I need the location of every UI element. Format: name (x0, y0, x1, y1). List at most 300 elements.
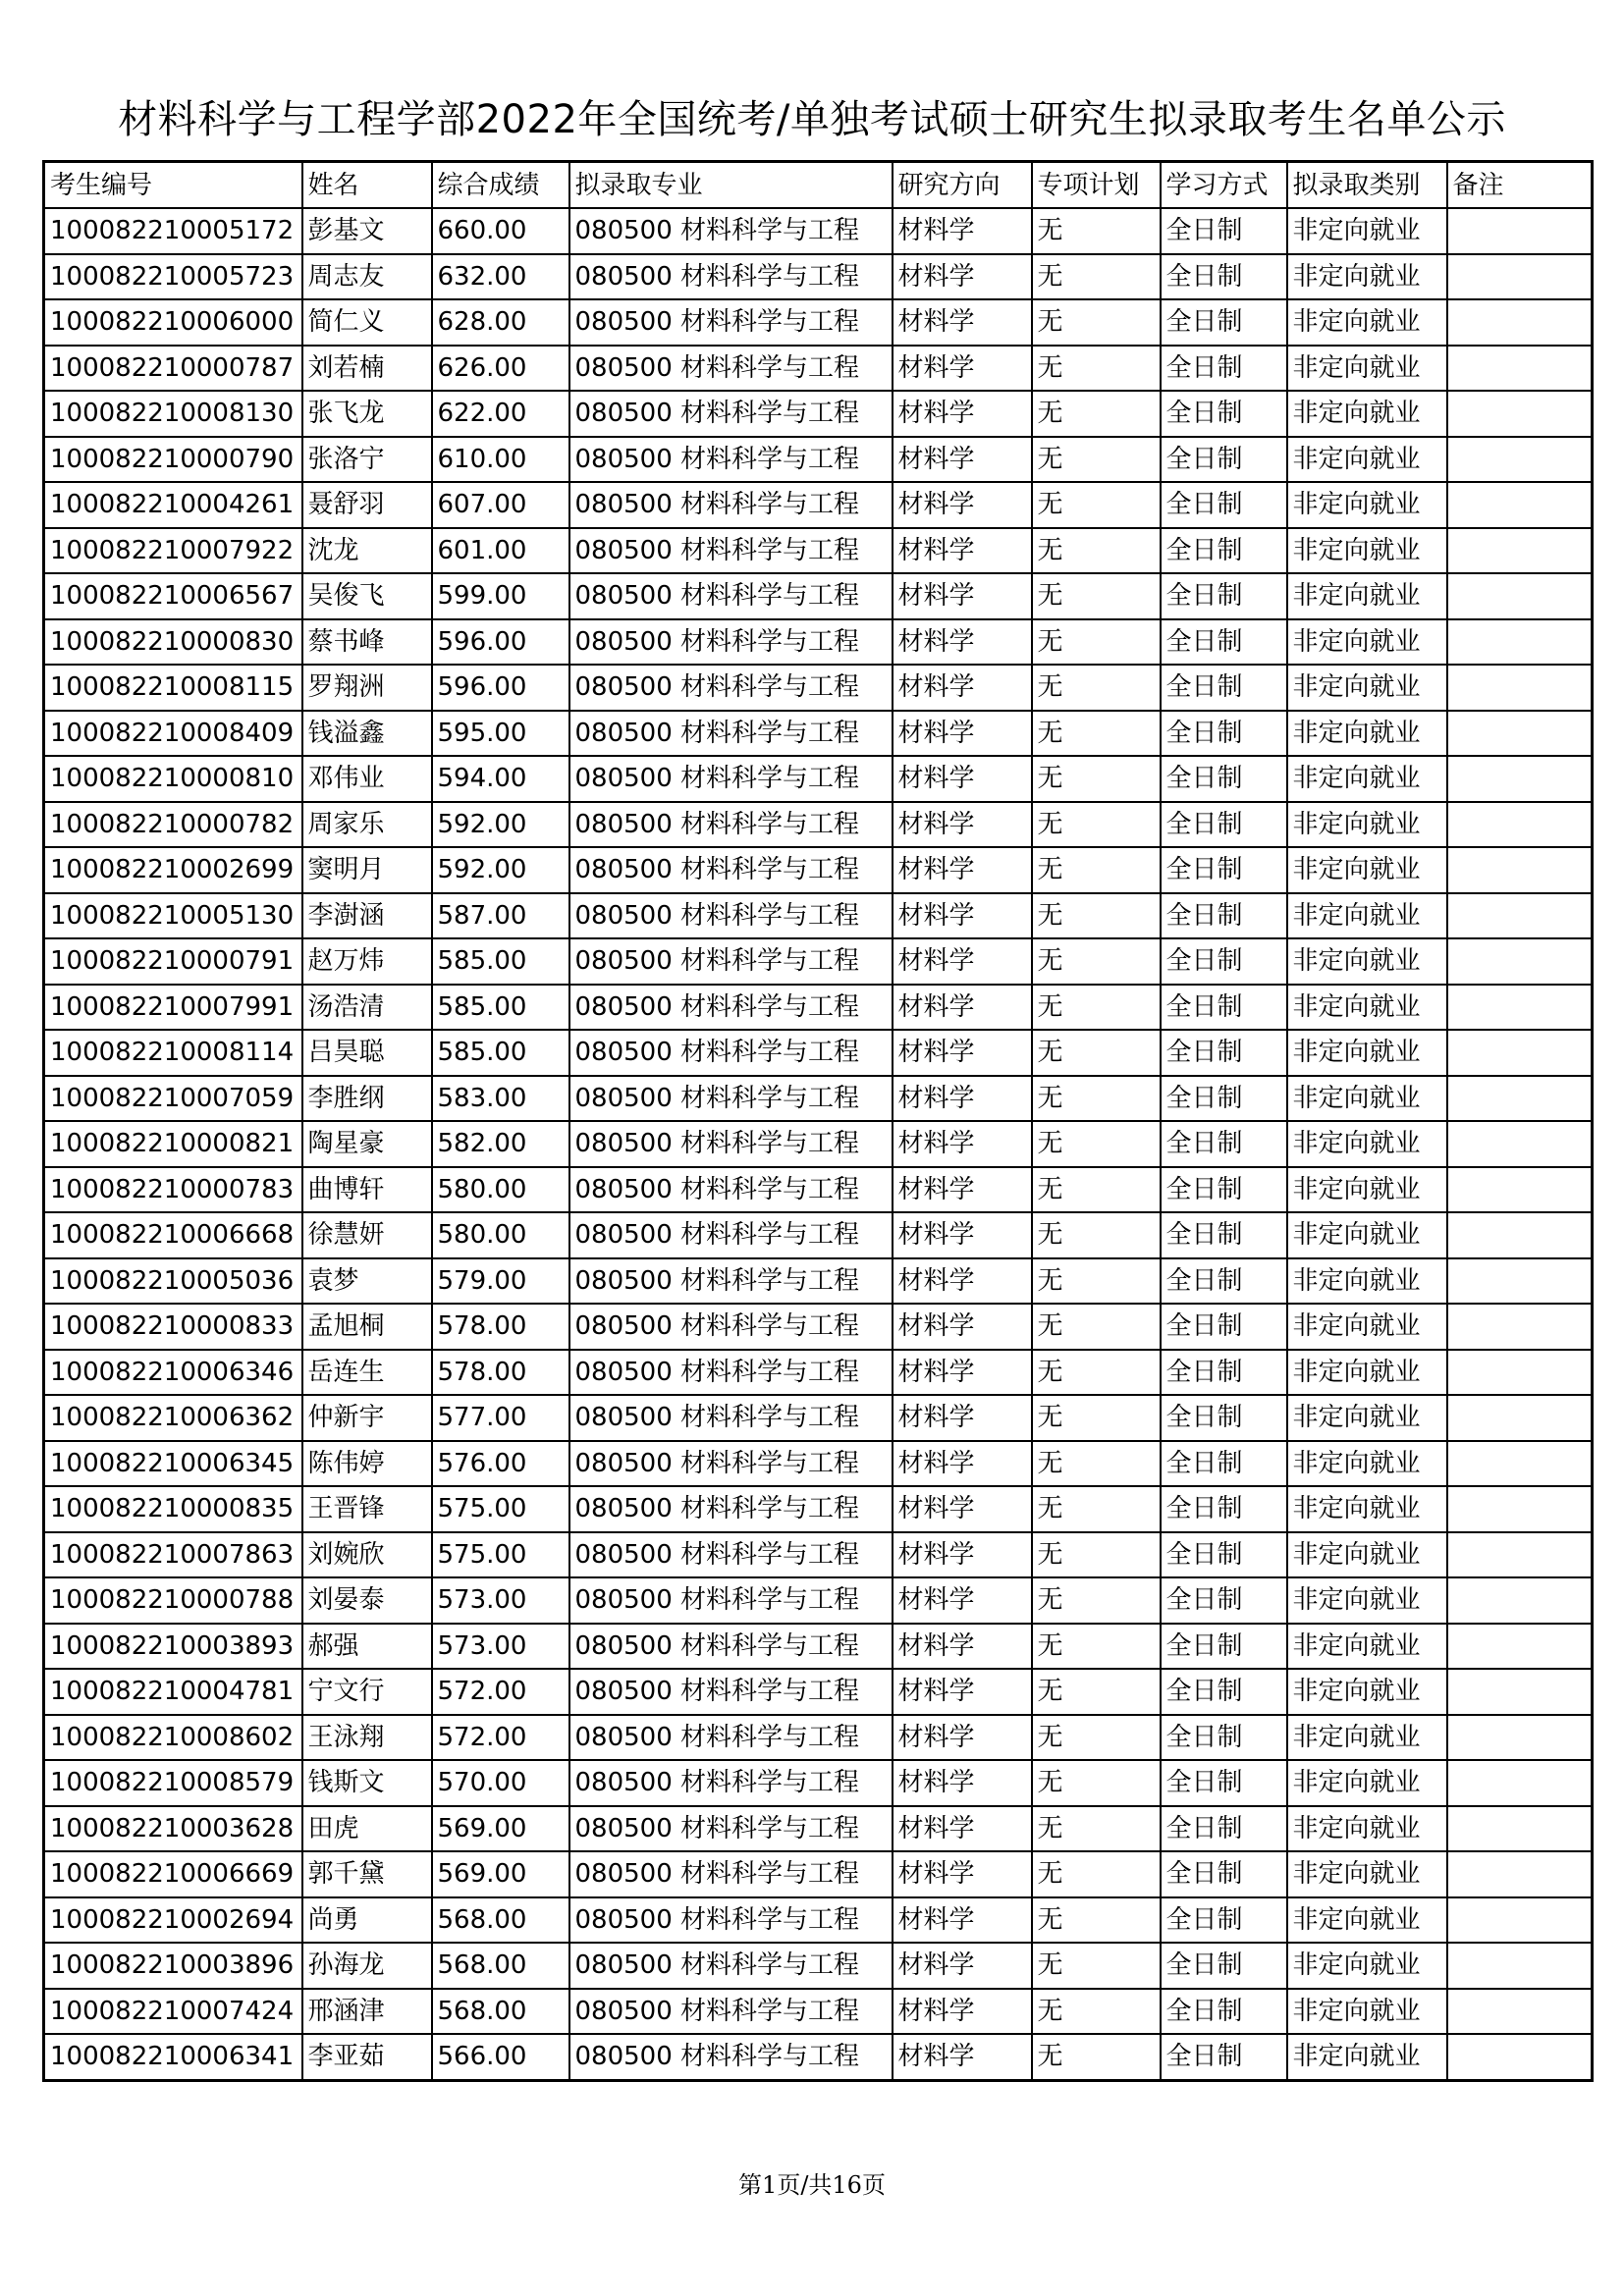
cell-total-score: 572.00 (432, 1715, 569, 1761)
cell-admission-category: 非定向就业 (1287, 938, 1447, 985)
cell-exam-id: 100082210000835 (44, 1486, 302, 1532)
cell-name: 王泳翔 (302, 1715, 432, 1761)
cell-special-plan: 无 (1032, 299, 1161, 346)
cell-research-direction: 材料学 (893, 1532, 1032, 1578)
cell-remarks (1447, 1624, 1593, 1670)
cell-total-score: 576.00 (432, 1441, 569, 1487)
cell-remarks (1447, 1486, 1593, 1532)
cell-total-score: 580.00 (432, 1212, 569, 1258)
cell-remarks (1447, 1532, 1593, 1578)
table-row (44, 1167, 1593, 1213)
cell-exam-id: 100082210007059 (44, 1076, 302, 1122)
cell-total-score: 573.00 (432, 1577, 569, 1624)
cell-major: 080500 材料科学与工程 (569, 1350, 893, 1396)
cell-research-direction: 材料学 (893, 1851, 1032, 1897)
cell-major: 080500 材料科学与工程 (569, 1304, 893, 1350)
cell-exam-id: 100082210000833 (44, 1304, 302, 1350)
cell-name: 窦明月 (302, 847, 432, 893)
cell-major: 080500 材料科学与工程 (569, 938, 893, 985)
cell-exam-id: 100082210008579 (44, 1760, 302, 1806)
header-study-mode: 学习方式 (1161, 162, 1287, 209)
cell-major: 080500 材料科学与工程 (569, 1851, 893, 1897)
cell-research-direction: 材料学 (893, 346, 1032, 392)
cell-name: 汤浩清 (302, 985, 432, 1031)
cell-exam-id: 100082210003893 (44, 1624, 302, 1670)
cell-total-score: 592.00 (432, 802, 569, 848)
cell-exam-id: 100082210008115 (44, 665, 302, 711)
table-header-row (44, 162, 1593, 209)
cell-remarks (1447, 711, 1593, 757)
table-row (44, 938, 1593, 985)
cell-total-score: 585.00 (432, 985, 569, 1031)
cell-special-plan: 无 (1032, 847, 1161, 893)
cell-name: 岳连生 (302, 1350, 432, 1396)
cell-remarks (1447, 1304, 1593, 1350)
cell-exam-id: 100082210000787 (44, 346, 302, 392)
cell-exam-id: 100082210000810 (44, 756, 302, 802)
cell-exam-id: 100082210000790 (44, 437, 302, 483)
table-row (44, 1897, 1593, 1944)
cell-study-mode: 全日制 (1161, 1897, 1287, 1944)
cell-name: 王晋锋 (302, 1486, 432, 1532)
cell-special-plan: 无 (1032, 1532, 1161, 1578)
table-row (44, 1121, 1593, 1167)
cell-study-mode: 全日制 (1161, 1350, 1287, 1396)
cell-remarks (1447, 756, 1593, 802)
cell-exam-id: 100082210002699 (44, 847, 302, 893)
cell-total-score: 596.00 (432, 619, 569, 666)
cell-special-plan: 无 (1032, 1669, 1161, 1715)
cell-special-plan: 无 (1032, 2034, 1161, 2080)
cell-total-score: 570.00 (432, 1760, 569, 1806)
cell-admission-category: 非定向就业 (1287, 1350, 1447, 1396)
cell-research-direction: 材料学 (893, 1806, 1032, 1852)
cell-remarks (1447, 847, 1593, 893)
cell-name: 聂舒羽 (302, 482, 432, 528)
cell-special-plan: 无 (1032, 254, 1161, 300)
cell-special-plan: 无 (1032, 619, 1161, 666)
cell-admission-category: 非定向就业 (1287, 1212, 1447, 1258)
cell-admission-category: 非定向就业 (1287, 1669, 1447, 1715)
cell-admission-category: 非定向就业 (1287, 1030, 1447, 1076)
cell-name: 刘婉欣 (302, 1532, 432, 1578)
cell-research-direction: 材料学 (893, 938, 1032, 985)
cell-admission-category: 非定向就业 (1287, 985, 1447, 1031)
cell-name: 沈龙 (302, 528, 432, 574)
cell-research-direction: 材料学 (893, 1212, 1032, 1258)
cell-name: 蔡书峰 (302, 619, 432, 666)
page-title: 材料科学与工程学部2022年全国统考/单独考试硕士研究生拟录取考生名单公示 (118, 97, 1506, 142)
cell-admission-category: 非定向就业 (1287, 2034, 1447, 2080)
cell-remarks (1447, 1897, 1593, 1944)
cell-remarks (1447, 1441, 1593, 1487)
cell-total-score: 568.00 (432, 1989, 569, 2035)
cell-special-plan: 无 (1032, 665, 1161, 711)
cell-name: 仲新宇 (302, 1395, 432, 1441)
cell-study-mode: 全日制 (1161, 1167, 1287, 1213)
cell-exam-id: 100082210002694 (44, 1897, 302, 1944)
table-row (44, 1304, 1593, 1350)
cell-total-score: 572.00 (432, 1669, 569, 1715)
cell-name: 张飞龙 (302, 391, 432, 437)
cell-remarks (1447, 254, 1593, 300)
cell-major: 080500 材料科学与工程 (569, 254, 893, 300)
cell-study-mode: 全日制 (1161, 1943, 1287, 1989)
cell-exam-id: 100082210005036 (44, 1258, 302, 1305)
cell-major: 080500 材料科学与工程 (569, 1030, 893, 1076)
cell-admission-category: 非定向就业 (1287, 299, 1447, 346)
cell-major: 080500 材料科学与工程 (569, 1715, 893, 1761)
cell-special-plan: 无 (1032, 893, 1161, 939)
cell-study-mode: 全日制 (1161, 1030, 1287, 1076)
cell-remarks (1447, 208, 1593, 254)
cell-total-score: 626.00 (432, 346, 569, 392)
table-row (44, 254, 1593, 300)
admission-table (42, 160, 1594, 2082)
cell-exam-id: 100082210000788 (44, 1577, 302, 1624)
table-row (44, 1258, 1593, 1305)
cell-major: 080500 材料科学与工程 (569, 1121, 893, 1167)
cell-admission-category: 非定向就业 (1287, 1715, 1447, 1761)
cell-admission-category: 非定向就业 (1287, 391, 1447, 437)
cell-special-plan: 无 (1032, 1258, 1161, 1305)
cell-remarks (1447, 619, 1593, 666)
cell-special-plan: 无 (1032, 1350, 1161, 1396)
cell-major: 080500 材料科学与工程 (569, 391, 893, 437)
cell-special-plan: 无 (1032, 1212, 1161, 1258)
cell-exam-id: 100082210007863 (44, 1532, 302, 1578)
table-row (44, 847, 1593, 893)
cell-special-plan: 无 (1032, 208, 1161, 254)
cell-study-mode: 全日制 (1161, 802, 1287, 848)
cell-research-direction: 材料学 (893, 1167, 1032, 1213)
cell-exam-id: 100082210008409 (44, 711, 302, 757)
cell-study-mode: 全日制 (1161, 346, 1287, 392)
table-row (44, 619, 1593, 666)
cell-exam-id: 100082210006345 (44, 1441, 302, 1487)
table-row (44, 665, 1593, 711)
cell-special-plan: 无 (1032, 1121, 1161, 1167)
cell-major: 080500 材料科学与工程 (569, 1577, 893, 1624)
cell-major: 080500 材料科学与工程 (569, 1806, 893, 1852)
cell-major: 080500 材料科学与工程 (569, 2034, 893, 2080)
cell-total-score: 569.00 (432, 1851, 569, 1897)
cell-remarks (1447, 528, 1593, 574)
cell-research-direction: 材料学 (893, 756, 1032, 802)
cell-total-score: 660.00 (432, 208, 569, 254)
cell-exam-id: 100082210007991 (44, 985, 302, 1031)
admission-table-container (42, 160, 1591, 2082)
cell-study-mode: 全日制 (1161, 1669, 1287, 1715)
cell-special-plan: 无 (1032, 1030, 1161, 1076)
cell-admission-category: 非定向就业 (1287, 573, 1447, 619)
cell-exam-id: 100082210003896 (44, 1943, 302, 1989)
cell-remarks (1447, 802, 1593, 848)
cell-major: 080500 材料科学与工程 (569, 1669, 893, 1715)
table-row (44, 1395, 1593, 1441)
cell-special-plan: 无 (1032, 1760, 1161, 1806)
cell-admission-category: 非定向就业 (1287, 1441, 1447, 1487)
cell-research-direction: 材料学 (893, 985, 1032, 1031)
cell-admission-category: 非定向就业 (1287, 1121, 1447, 1167)
header-research-direction: 研究方向 (893, 162, 1032, 209)
cell-name: 尚勇 (302, 1897, 432, 1944)
cell-remarks (1447, 1350, 1593, 1396)
cell-special-plan: 无 (1032, 938, 1161, 985)
cell-research-direction: 材料学 (893, 528, 1032, 574)
cell-special-plan: 无 (1032, 573, 1161, 619)
cell-study-mode: 全日制 (1161, 1989, 1287, 2035)
cell-total-score: 580.00 (432, 1167, 569, 1213)
cell-research-direction: 材料学 (893, 482, 1032, 528)
cell-major: 080500 材料科学与工程 (569, 1897, 893, 1944)
cell-admission-category: 非定向就业 (1287, 1167, 1447, 1213)
cell-admission-category: 非定向就业 (1287, 711, 1447, 757)
cell-remarks (1447, 482, 1593, 528)
cell-name: 袁梦 (302, 1258, 432, 1305)
cell-major: 080500 材料科学与工程 (569, 1212, 893, 1258)
cell-total-score: 622.00 (432, 391, 569, 437)
cell-remarks (1447, 1121, 1593, 1167)
cell-major: 080500 材料科学与工程 (569, 1943, 893, 1989)
cell-study-mode: 全日制 (1161, 1715, 1287, 1761)
cell-admission-category: 非定向就业 (1287, 1395, 1447, 1441)
table-row (44, 1851, 1593, 1897)
cell-research-direction: 材料学 (893, 1441, 1032, 1487)
cell-special-plan: 无 (1032, 1395, 1161, 1441)
cell-special-plan: 无 (1032, 1624, 1161, 1670)
cell-exam-id: 100082210008130 (44, 391, 302, 437)
cell-admission-category: 非定向就业 (1287, 756, 1447, 802)
cell-name: 罗翔洲 (302, 665, 432, 711)
cell-study-mode: 全日制 (1161, 528, 1287, 574)
header-major: 拟录取专业 (569, 162, 893, 209)
table-row (44, 2034, 1593, 2080)
cell-special-plan: 无 (1032, 391, 1161, 437)
cell-total-score: 573.00 (432, 1624, 569, 1670)
cell-total-score: 607.00 (432, 482, 569, 528)
cell-exam-id: 100082210006669 (44, 1851, 302, 1897)
header-name: 姓名 (302, 162, 432, 209)
cell-exam-id: 100082210005130 (44, 893, 302, 939)
cell-major: 080500 材料科学与工程 (569, 1076, 893, 1122)
cell-remarks (1447, 665, 1593, 711)
cell-remarks (1447, 346, 1593, 392)
cell-remarks (1447, 938, 1593, 985)
cell-name: 张洛宁 (302, 437, 432, 483)
cell-remarks (1447, 1943, 1593, 1989)
cell-remarks (1447, 1577, 1593, 1624)
cell-admission-category: 非定向就业 (1287, 482, 1447, 528)
cell-name: 李澍涵 (302, 893, 432, 939)
cell-exam-id: 100082210003628 (44, 1806, 302, 1852)
cell-total-score: 579.00 (432, 1258, 569, 1305)
cell-research-direction: 材料学 (893, 1076, 1032, 1122)
cell-research-direction: 材料学 (893, 299, 1032, 346)
cell-name: 吴俊飞 (302, 573, 432, 619)
cell-exam-id: 100082210006000 (44, 299, 302, 346)
cell-exam-id: 100082210004261 (44, 482, 302, 528)
header-exam-id: 考生编号 (44, 162, 302, 209)
cell-total-score: 599.00 (432, 573, 569, 619)
cell-study-mode: 全日制 (1161, 573, 1287, 619)
cell-name: 李胜纲 (302, 1076, 432, 1122)
cell-total-score: 601.00 (432, 528, 569, 574)
cell-total-score: 595.00 (432, 711, 569, 757)
cell-exam-id: 100082210000782 (44, 802, 302, 848)
cell-admission-category: 非定向就业 (1287, 254, 1447, 300)
cell-total-score: 585.00 (432, 938, 569, 985)
cell-total-score: 632.00 (432, 254, 569, 300)
cell-admission-category: 非定向就业 (1287, 893, 1447, 939)
cell-research-direction: 材料学 (893, 1943, 1032, 1989)
cell-total-score: 610.00 (432, 437, 569, 483)
cell-remarks (1447, 299, 1593, 346)
cell-remarks (1447, 1760, 1593, 1806)
cell-special-plan: 无 (1032, 802, 1161, 848)
table-row (44, 1532, 1593, 1578)
cell-study-mode: 全日制 (1161, 985, 1287, 1031)
cell-admission-category: 非定向就业 (1287, 1532, 1447, 1578)
cell-special-plan: 无 (1032, 756, 1161, 802)
cell-remarks (1447, 1212, 1593, 1258)
cell-research-direction: 材料学 (893, 573, 1032, 619)
page-footer: 第1页/共16页 (738, 2171, 886, 2199)
cell-study-mode: 全日制 (1161, 1760, 1287, 1806)
cell-admission-category: 非定向就业 (1287, 528, 1447, 574)
cell-special-plan: 无 (1032, 1304, 1161, 1350)
cell-name: 彭基文 (302, 208, 432, 254)
cell-research-direction: 材料学 (893, 1258, 1032, 1305)
cell-study-mode: 全日制 (1161, 299, 1287, 346)
header-special-plan: 专项计划 (1032, 162, 1161, 209)
cell-total-score: 575.00 (432, 1486, 569, 1532)
cell-admission-category: 非定向就业 (1287, 346, 1447, 392)
cell-study-mode: 全日制 (1161, 2034, 1287, 2080)
cell-exam-id: 100082210005723 (44, 254, 302, 300)
cell-name: 邓伟业 (302, 756, 432, 802)
cell-special-plan: 无 (1032, 1851, 1161, 1897)
table-row (44, 1441, 1593, 1487)
cell-remarks (1447, 1806, 1593, 1852)
table-row (44, 482, 1593, 528)
table-row (44, 1624, 1593, 1670)
cell-special-plan: 无 (1032, 1715, 1161, 1761)
cell-special-plan: 无 (1032, 346, 1161, 392)
cell-research-direction: 材料学 (893, 391, 1032, 437)
cell-research-direction: 材料学 (893, 665, 1032, 711)
cell-major: 080500 材料科学与工程 (569, 437, 893, 483)
cell-exam-id: 100082210000830 (44, 619, 302, 666)
cell-research-direction: 材料学 (893, 2034, 1032, 2080)
cell-major: 080500 材料科学与工程 (569, 1395, 893, 1441)
cell-major: 080500 材料科学与工程 (569, 1760, 893, 1806)
cell-study-mode: 全日制 (1161, 1441, 1287, 1487)
cell-special-plan: 无 (1032, 711, 1161, 757)
cell-remarks (1447, 1989, 1593, 2035)
cell-major: 080500 材料科学与工程 (569, 573, 893, 619)
cell-admission-category: 非定向就业 (1287, 1486, 1447, 1532)
cell-study-mode: 全日制 (1161, 1395, 1287, 1441)
cell-admission-category: 非定向就业 (1287, 1304, 1447, 1350)
cell-total-score: 628.00 (432, 299, 569, 346)
cell-name: 钱斯文 (302, 1760, 432, 1806)
table-body (44, 208, 1593, 2080)
cell-total-score: 568.00 (432, 1943, 569, 1989)
table-row (44, 1760, 1593, 1806)
cell-admission-category: 非定向就业 (1287, 802, 1447, 848)
table-row (44, 573, 1593, 619)
cell-name: 钱溢鑫 (302, 711, 432, 757)
table-row (44, 437, 1593, 483)
cell-study-mode: 全日制 (1161, 482, 1287, 528)
cell-study-mode: 全日制 (1161, 1577, 1287, 1624)
cell-study-mode: 全日制 (1161, 254, 1287, 300)
cell-major: 080500 材料科学与工程 (569, 985, 893, 1031)
cell-exam-id: 100082210007424 (44, 1989, 302, 2035)
cell-remarks (1447, 1395, 1593, 1441)
cell-total-score: 583.00 (432, 1076, 569, 1122)
cell-name: 孟旭桐 (302, 1304, 432, 1350)
cell-major: 080500 材料科学与工程 (569, 1532, 893, 1578)
table-row (44, 1989, 1593, 2035)
cell-admission-category: 非定向就业 (1287, 1258, 1447, 1305)
cell-exam-id: 100082210000821 (44, 1121, 302, 1167)
cell-major: 080500 材料科学与工程 (569, 665, 893, 711)
table-row (44, 528, 1593, 574)
cell-study-mode: 全日制 (1161, 1076, 1287, 1122)
cell-study-mode: 全日制 (1161, 711, 1287, 757)
cell-study-mode: 全日制 (1161, 847, 1287, 893)
cell-exam-id: 100082210004781 (44, 1669, 302, 1715)
cell-admission-category: 非定向就业 (1287, 1577, 1447, 1624)
cell-study-mode: 全日制 (1161, 1121, 1287, 1167)
cell-admission-category: 非定向就业 (1287, 619, 1447, 666)
table-row (44, 802, 1593, 848)
cell-study-mode: 全日制 (1161, 938, 1287, 985)
cell-study-mode: 全日制 (1161, 893, 1287, 939)
cell-major: 080500 材料科学与工程 (569, 802, 893, 848)
cell-special-plan: 无 (1032, 1486, 1161, 1532)
cell-research-direction: 材料学 (893, 1577, 1032, 1624)
cell-exam-id: 100082210006567 (44, 573, 302, 619)
cell-name: 简仁义 (302, 299, 432, 346)
cell-remarks (1447, 1030, 1593, 1076)
cell-name: 赵万炜 (302, 938, 432, 985)
cell-total-score: 569.00 (432, 1806, 569, 1852)
cell-name: 宁文行 (302, 1669, 432, 1715)
cell-study-mode: 全日制 (1161, 208, 1287, 254)
cell-admission-category: 非定向就业 (1287, 1806, 1447, 1852)
cell-major: 080500 材料科学与工程 (569, 1258, 893, 1305)
cell-research-direction: 材料学 (893, 1304, 1032, 1350)
cell-total-score: 566.00 (432, 2034, 569, 2080)
table-row (44, 1669, 1593, 1715)
cell-name: 田虎 (302, 1806, 432, 1852)
cell-total-score: 577.00 (432, 1395, 569, 1441)
table-row (44, 985, 1593, 1031)
cell-major: 080500 材料科学与工程 (569, 346, 893, 392)
cell-special-plan: 无 (1032, 1441, 1161, 1487)
cell-research-direction: 材料学 (893, 1395, 1032, 1441)
cell-admission-category: 非定向就业 (1287, 847, 1447, 893)
cell-total-score: 594.00 (432, 756, 569, 802)
cell-major: 080500 材料科学与工程 (569, 711, 893, 757)
cell-study-mode: 全日制 (1161, 1624, 1287, 1670)
table-row (44, 893, 1593, 939)
cell-research-direction: 材料学 (893, 893, 1032, 939)
table-row (44, 208, 1593, 254)
